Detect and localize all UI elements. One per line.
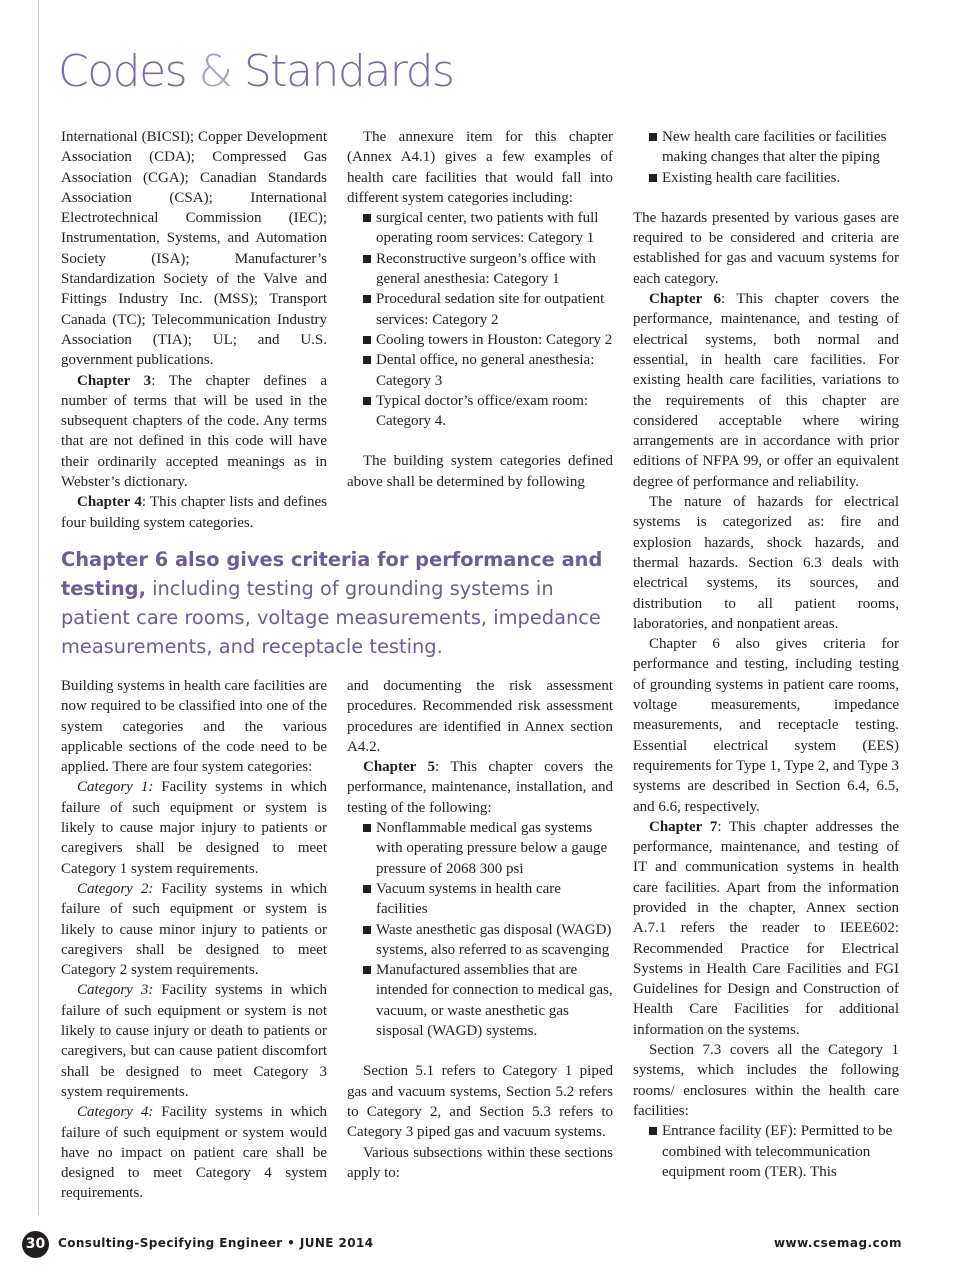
list-item: Nonflammable medical gas systems with operating pressure below a gauge pressure of 2068 300 psi — [362, 818, 613, 879]
column-2-top — [347, 127, 613, 492]
paragraph: The hazards presented by various gases are required to be considered and criteria are established for gas and vacuum systems for each category. — [633, 209, 899, 287]
paragraph-chapter-5: Chapter 5: This chapter covers the performance, maintenance, installation, and testing of the following: — [347, 759, 613, 816]
paragraph-chapter-4: Chapter 4: This chapter lists and defines four building system categories. — [61, 494, 327, 531]
website-link[interactable]: www.csemag.com — [773, 1236, 902, 1250]
page-footer — [22, 1231, 902, 1257]
list-item: Dental office, no general anesthesia: Category 3 — [362, 350, 613, 391]
paragraph: The nature of hazards for electrical systems is categorized as: fire and explosion hazards, shock hazards, and thermal hazards. Section 6.3 deals with electrical systems, its sources, and distribution to all patient rooms, laboratories, and nonpatient areas. — [633, 494, 899, 632]
facilities-list — [633, 127, 899, 188]
column-3 — [633, 127, 899, 1182]
list-item: Entrance facility (EF): Permitted to be combined with telecommunication equipment room (TER). This — [648, 1121, 899, 1182]
paragraph-chapter-6: Chapter 6: This chapter covers the performance, maintenance, and testing of electrical systems, both normal and essential, in health care facilities. For existing health care facilities, variations to the requirements of this chapter are considered acceptable where wiring arrangements are in accordance with prior editions of NFPA 99, or offer an equivalent degree of performance and reliability. — [633, 291, 899, 490]
paragraph: International (BICSI); Copper Development Association (CDA); Compressed Gas Association (CGA); Canadian Standards Association (CSA); International Electrotechnical Commission (IEC); Instrumentation, Systems, and Automation Society (ISA); Manufacturer’s Standardization Society of the Valve and Fittings Industry Inc. (MSS); Transport Canada (TC); Telecommunication Industry Association (TIA); UL; and U.S. government publications. — [61, 129, 327, 369]
column-1-bottom — [61, 676, 327, 1204]
list-item: Vacuum systems in health care facilities — [362, 879, 613, 920]
paragraph: Chapter 6 also gives criteria for performance and testing, including testing of grounding systems in patient care rooms, voltage measurements, impedance measurements, and receptacle testing. Essential electrical system (EES) requirements for Type 1, Type 2, and Type 3 systems are described in Section 6.4, 6.5, and 6.6, respectively. — [633, 636, 899, 815]
publication-info: Consulting-Specifying Engineer • JUNE 2014 — [58, 1236, 374, 1250]
paragraph-category-1: Category 1: Facility systems in which failure of such equipment or system is likely to cause major injury to patients or caregivers shall be designed to meet Category 1 system requirements. — [61, 779, 327, 877]
pull-quote: Chapter 6 also gives criteria for performance and testing, including testing of grounding systems in patient care rooms, voltage measurements, impedance measurements, and receptacle testing. — [61, 548, 603, 658]
list-item: Cooling towers in Houston: Category 2 — [362, 330, 613, 350]
paragraph: Various subsections within these sections apply to: — [347, 1144, 613, 1181]
page-number-badge: 30 — [22, 1231, 49, 1258]
paragraph-category-3: Category 3: Facility systems in which failure of such equipment or system is not likely to cause injury or death to patients or caregivers, but can cause patient discomfort shall be designed to meet Category 3 system requirements. — [61, 982, 327, 1100]
list-item: New health care facilities or facilities making changes that alter the piping — [648, 127, 899, 168]
paragraph: and documenting the risk assessment procedures. Recommended risk assessment procedures are identified in Annex section A4.2. — [347, 678, 613, 755]
paragraph: The annexure item for this chapter (Annex A4.1) gives a few examples of health care facilities that would fall into different system categories including: — [347, 129, 613, 206]
list-item: Existing health care facilities. — [648, 168, 899, 188]
list-item: Manufactured assemblies that are intended for connection to medical gas, vacuum, or waste anesthetic gas sisposal (WAGD) systems. — [362, 960, 613, 1041]
paragraph-chapter-3: Chapter 3: The chapter defines a number of terms that will be used in the subsequent chapters of the code. Any terms that are not defined in this code will have their ordinarily accepted meanings as in Webster’s dictionary. — [61, 372, 328, 491]
paragraph-chapter-7: Chapter 7: This chapter addresses the performance, maintenance, and testing of IT and communication systems in health care facilities. Apart from the information provided in the chapter, Annex section A.7.1 refers the reader to IEEE602: Recommended Practice for Electrical Systems in Health Care Facilities and FGI Guidelines for Design and Construction of Health Care Facilities for additional information on the systems. — [633, 818, 899, 1038]
column-1-top — [61, 127, 327, 533]
page-title: Codes & Standards — [58, 46, 454, 97]
list-item: Typical doctor’s office/exam room: Category 4. — [362, 391, 613, 432]
column-2-bottom — [347, 676, 613, 1183]
list-item: Waste anesthetic gas disposal (WAGD) systems, also referred to as scavenging — [362, 920, 613, 961]
paragraph-category-2: Category 2: Facility systems in which failure of such equipment or system is likely to cause minor injury to patients or caregivers shall be designed to meet Category 2 system requirements. — [61, 880, 327, 979]
list-item: Reconstructive surgeon’s office with general anesthesia: Category 1 — [362, 249, 613, 290]
list-item: surgical center, two patients with full operating room services: Category 1 — [362, 208, 613, 249]
paragraph: Section 7.3 covers all the Category 1 systems, which includes the following rooms/ enclosures within the health care facilities: — [633, 1042, 899, 1119]
category-examples-list — [347, 208, 613, 431]
chapter-5-list — [347, 818, 613, 1041]
paragraph: Building systems in health care facilities are now required to be classified into one of the system categories and the various applicable sections of the code need to be applied. There are four system categories: — [61, 678, 327, 776]
list-item: Procedural sedation site for outpatient services: Category 2 — [362, 289, 613, 330]
paragraph: Section 5.1 refers to Category 1 piped gas and vacuum systems, Section 5.2 refers to Category 2, and Section 5.3 refers to Category 3 piped gas and vacuum systems. — [347, 1063, 613, 1141]
paragraph: The building system categories defined above shall be determined by following — [347, 453, 613, 490]
margin-rule — [38, 0, 39, 1215]
paragraph-category-4: Category 4: Facility systems in which failure of such equipment or system would have no impact on patient care shall be designed to meet Category 4 system requirements. — [61, 1104, 327, 1202]
category-1-rooms-list — [633, 1121, 899, 1182]
